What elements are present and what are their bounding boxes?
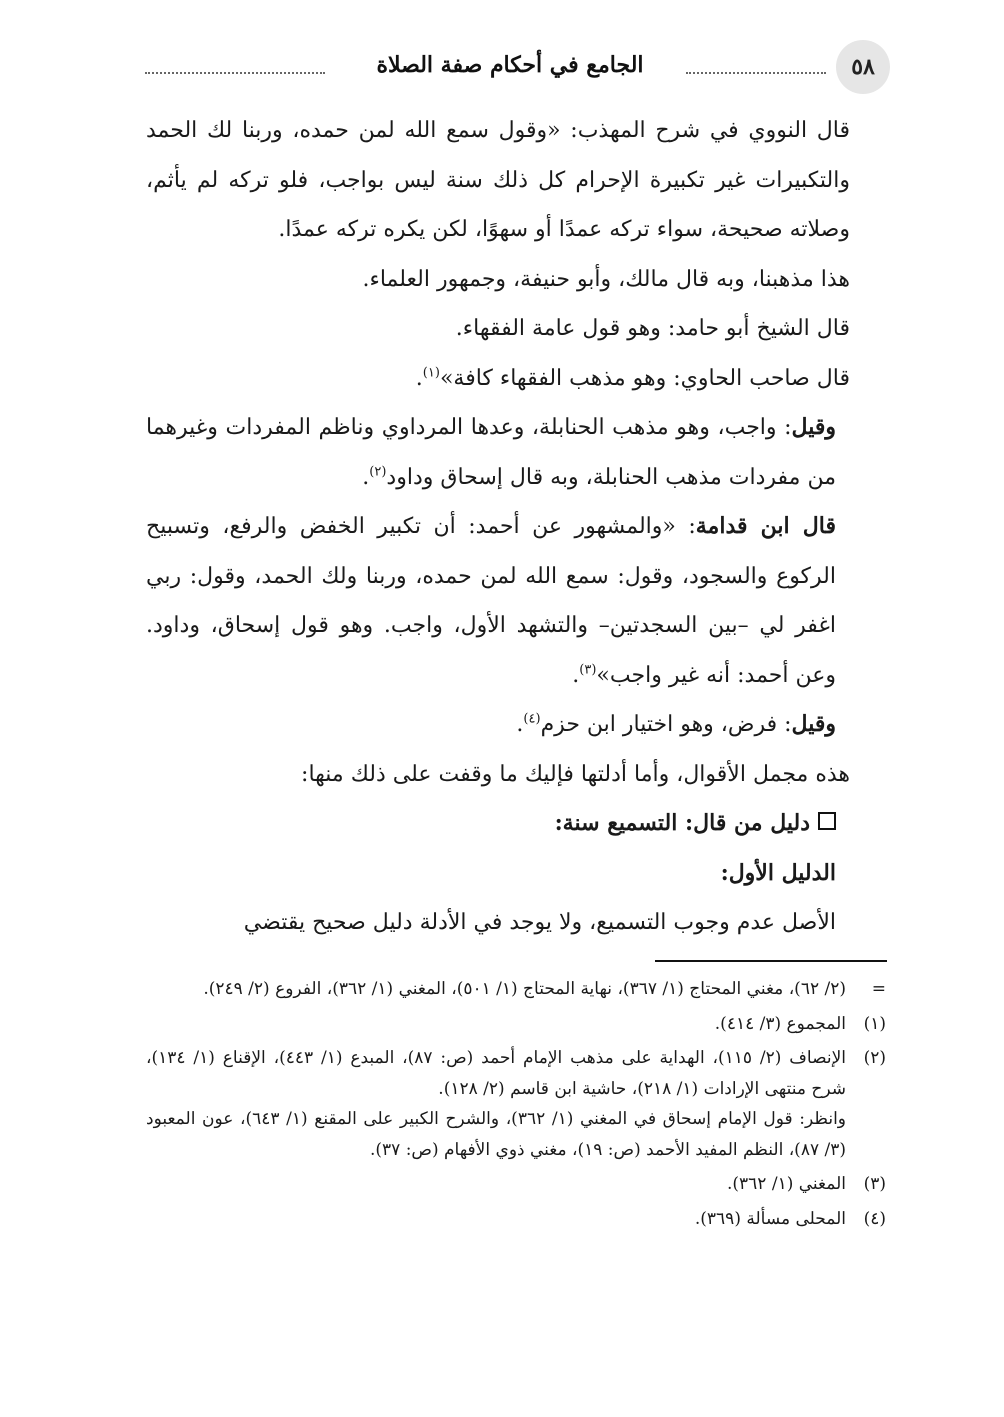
opinion-end: . (362, 464, 370, 490)
main-text (146, 106, 886, 948)
footnote-marker: (٤) (863, 1208, 886, 1229)
fard-end: . (516, 712, 524, 737)
paragraph-hawi-end: . (415, 365, 423, 391)
ibn-qudama-text: : «والمشهور عن أحمد: أن تكبير الخفض والرفع، وتسبيح الركوع والسجود، وقول: سمع الله لمن حمده، وربنا ولك الحمد، وقول: ربي اغفر لي –بين السجدتين– والتشهد الأول، واجب. وهو قول إسحاق، وداود. وعن أحمد: أنه غير واجب» (146, 514, 836, 688)
fard-lead: وقيل (791, 711, 836, 737)
paragraph-hawi-text: قال صاحب الحاوي: وهو مذهب الفقهاء كافة» (439, 365, 850, 391)
paragraph-ibn-qudama (146, 502, 886, 700)
footnote-marker: = (871, 979, 886, 999)
footnote-ref-4[interactable]: (٤) (523, 711, 541, 727)
header-dotted-rule-right (686, 72, 826, 74)
paragraph-first-evidence: الأصل عدم وجوب التسميع، ولا يوجد في الأدلة دليل صحيح يقتضي (243, 910, 836, 935)
fard-text: : فرض، وهو اختيار ابن حزم (540, 712, 792, 737)
footnote-ref-1[interactable]: (١) (422, 365, 440, 381)
opinion-text: : واجب، وهو مذهب الحنابلة، وعدها المرداوي وناظم المفردات وغيرهما من مفردات مذهب الحنابلة، وبه قال إسحاق وداود (146, 415, 836, 490)
opinion-lead: وقيل (791, 414, 836, 440)
book-title: الجامع في أحكام صفة الصلاة (376, 52, 644, 78)
footnote-marker: (٣) (863, 1174, 886, 1194)
paragraph-wajib-opinion (146, 403, 886, 502)
footnote-3 (146, 1169, 886, 1200)
header-dotted-rule-left (145, 72, 325, 74)
footnote-4 (146, 1204, 886, 1235)
footnote-text-extra: وانظر: قول الإمام إسحاق في المغني (١/ ٣٦٢)، والشرح الكبير على المقنع (١/ ٦٤٣)، عون المعبود (٣/ ٨٧)، النظم المفيد الأحمد (ص: ١٩)، مغني ذوي الأفهام (ص: ٣٧). (146, 1109, 846, 1160)
subsection-heading: الدليل الأول: (720, 859, 836, 886)
footnote-2 (146, 1043, 886, 1165)
paragraph-abu-hamid: قال الشيخ أبو حامد: وهو قول عامة الفقهاء. (455, 316, 850, 341)
page-number: ٥٨ (851, 54, 875, 80)
footnote-text: (٢/ ٦٢)، مغني المحتاج (١/ ٣٦٧)، نهاية المحتاج (١/ ٥٠١)، المغني (١/ ٣٦٢)، الفروع (٢/ ٢٤٩). (203, 979, 846, 999)
checkbox-icon (818, 812, 836, 830)
footnote-text (146, 1043, 846, 1165)
ibn-qudama-lead: قال ابن قدامة (695, 513, 836, 539)
footnote-ref-3[interactable]: (٣) (579, 662, 597, 678)
ibn-qudama-end: . (572, 662, 580, 688)
footnotes (146, 974, 886, 1234)
footnote-text: المحلى مسألة (٣٦٩). (694, 1208, 846, 1229)
footnote-text: المغني (١/ ٣٦٢). (726, 1174, 846, 1194)
footnote-text: المجموع (٣/ ٤١٤). (714, 1013, 846, 1034)
footnote-marker: (٢) (863, 1048, 886, 1068)
footnote-continued (146, 974, 886, 1005)
footnote-text-main: الإنصاف (٢/ ١١٥)، الهداية على مذهب الإمام أحمد (ص: ٨٧)، المبدع (١/ ٤٤٣)، الإقناع (١/ ١٣٤)، شرح منتهى الإرادات (١/ ٢١٨)، حاشية ابن قاسم (٢/ ١٢٨). (146, 1048, 846, 1099)
section-heading (146, 799, 886, 849)
paragraph-hawi (146, 354, 886, 404)
page-number-badge (836, 40, 890, 94)
paragraph-madhhab: هذا مذهبنا، وبه قال مالك، وأبو حنيفة، وجمهور العلماء. (362, 266, 850, 292)
page-header (145, 40, 890, 104)
paragraph-summary: هذه مجمل الأقوال، وأما أدلتها فإليك ما وقفت على ذلك منها: (301, 761, 850, 787)
section-heading-text: دليل من قال: التسميع سنة: (554, 810, 810, 836)
paragraph-nawawi-quote: قال النووي في شرح المهذب: «وقول سمع الله لمن حمده، وربنا لك الحمد والتكبيرات غير تكبيرة الإحرام كل ذلك سنة ليس بواجب، فلو تركه لم يأثم، وصلاته صحيحة، سواء تركه عمدًا أو سهوًا، لكن يكره تركه عمدًا. (146, 118, 850, 242)
footnote-marker: (١) (863, 1013, 886, 1034)
footnote-1 (146, 1009, 886, 1040)
footnote-separator (655, 960, 887, 962)
paragraph-fard-opinion (146, 700, 886, 750)
footnote-ref-2[interactable]: (٢) (369, 464, 387, 480)
